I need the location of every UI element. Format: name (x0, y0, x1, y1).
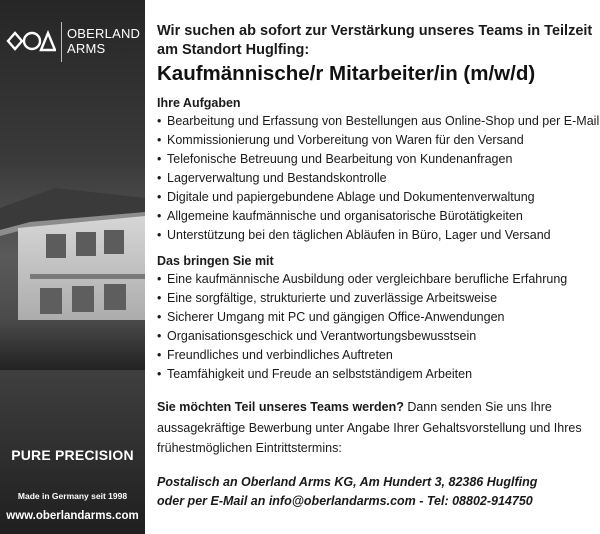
intro-text: Wir suchen ab sofort zur Verstärkung unseres Teams in Teilzeit am Standort Huglfing: (157, 23, 593, 58)
requirements-heading: Das bringen Sie mit (157, 254, 274, 268)
tasks-list (157, 112, 600, 245)
oberland-arms-logo-icon (6, 28, 56, 54)
list-item: • Bearbeitung und Erfassung von Bestellungen aus Online-Shop und per E-Mail (157, 114, 600, 128)
list-item: • Eine sorgfältige, strukturierte und zuverlässige Arbeitsweise (157, 291, 498, 305)
list-item: • Teamfähigkeit und Freude an selbstständigem Arbeiten (157, 367, 473, 381)
sidebar-panel (0, 0, 145, 534)
address-line1: Postalisch an Oberland Arms KG, Am Hundert 3, 82386 Huglfing (157, 474, 538, 489)
job-ad-content (157, 22, 600, 511)
address-line2: oder per E-Mail an info@oberlandarms.com - Tel: 08802-914750 (157, 493, 533, 508)
cta-bold: Sie möchten Teil unseres Teams werden? (157, 400, 404, 414)
list-item: • Kommissionierung und Vorbereitung von Waren für den Versand (157, 133, 524, 147)
requirements-list (157, 270, 593, 384)
list-item: • Freundliches und verbindliches Auftreten (157, 348, 393, 362)
cta-text: Dann senden Sie uns Ihre aussagekräftige Bewerbung unter Angabe Ihrer Gehaltsvorstellung und Ihres frühestmöglichen Eintrittstermins: (157, 400, 582, 455)
list-item: • Eine kaufmännische Ausbildung oder vergleichbare berufliche Erfahrung (157, 272, 568, 286)
call-to-action (157, 397, 593, 459)
list-item: • Lagerverwaltung und Bestandskontrolle (157, 171, 387, 185)
list-item: • Telefonische Betreuung und Bearbeitung von Kundenanfragen (157, 152, 513, 166)
list-item: • Organisationsgeschick und Verantwortungsbewusstsein (157, 329, 477, 343)
brand-name-line2: ARMS (67, 41, 106, 56)
brand-name-line1: OBERLAND (67, 26, 141, 41)
list-item: • Digitale und papiergebundene Ablage und Dokumentenverwaltung (157, 190, 535, 204)
list-item: • Unterstützung bei den täglichen Abläufen in Büro, Lager und Versand (157, 228, 551, 242)
job-title: Kaufmännische/r Mitarbeiter/in (m/w/d) (157, 62, 536, 85)
tasks-heading: Ihre Aufgaben (157, 96, 241, 110)
made-in-germany: Made in Germany seit 1998 (17, 491, 128, 501)
building-photo (0, 170, 145, 370)
brand-slogan: PURE PRECISION (11, 447, 134, 463)
list-item: • Allgemeine kaufmännische und organisatorische Bürotätigkeiten (157, 209, 523, 223)
brand-logo (6, 22, 141, 62)
brand-name (67, 26, 140, 56)
logo-divider (61, 22, 62, 62)
list-item: • Sicherer Umgang mit PC und gängigen Office-Anwendungen (157, 310, 505, 324)
website-url: www.oberlandarms.com (6, 510, 139, 522)
contact-address (157, 473, 593, 511)
